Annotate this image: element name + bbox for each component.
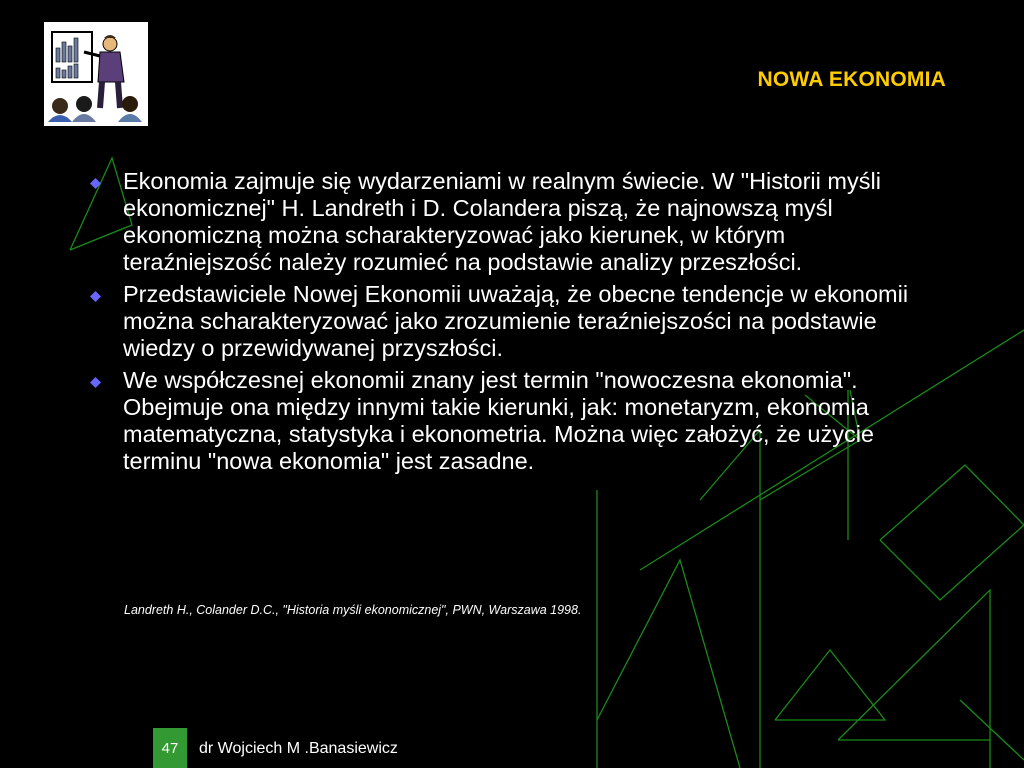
footer-author: dr Wojciech M .Banasiewicz: [199, 740, 398, 757]
bullet-text: Ekonomia zajmuje się wydarzeniami w realnym świecie. W "Historii myśli ekonomicznej" H. Landreth i D. Colandera piszą, że najnowszą myśl ekonomiczną można scharakteryzować jako kierunek, w którym teraźniejszość należy rozumieć na podstawie analizy przeszłości.: [123, 168, 881, 275]
bullet-item: [90, 281, 935, 362]
bullet-text: Przedstawiciele Nowej Ekonomii uważają, że obecne tendencje w ekonomii można scharakteryzować jako zrozumienie teraźniejszości na podstawie wiedzy o przewidywanej przyszłości.: [123, 281, 909, 361]
diamond-bullet-icon: [90, 178, 101, 189]
bullet-text: We współczesnej ekonomii znany jest termin "nowoczesna ekonomia". Obejmuje ona między innymi takie kierunki, jak: monetaryzm, ekonomia matematyczna, statystyka i ekonometria. Można więc założyć, że użycie terminu "nowa ekonomia" jest zasadne.: [123, 367, 874, 474]
citation: Landreth H., Colander D.C., "Historia myśli ekonomicznej", PWN, Warszawa 1998.: [124, 603, 582, 617]
diamond-bullet-icon: [90, 377, 101, 388]
page-number-badge: 47: [153, 728, 187, 768]
diamond-bullet-icon: [90, 291, 101, 302]
bullet-item: [90, 367, 935, 475]
bullet-list: [90, 168, 935, 480]
slide-title: NOWA EKONOMIA: [757, 68, 946, 91]
presentation-clipart-icon: [44, 22, 148, 126]
bullet-item: [90, 168, 935, 276]
